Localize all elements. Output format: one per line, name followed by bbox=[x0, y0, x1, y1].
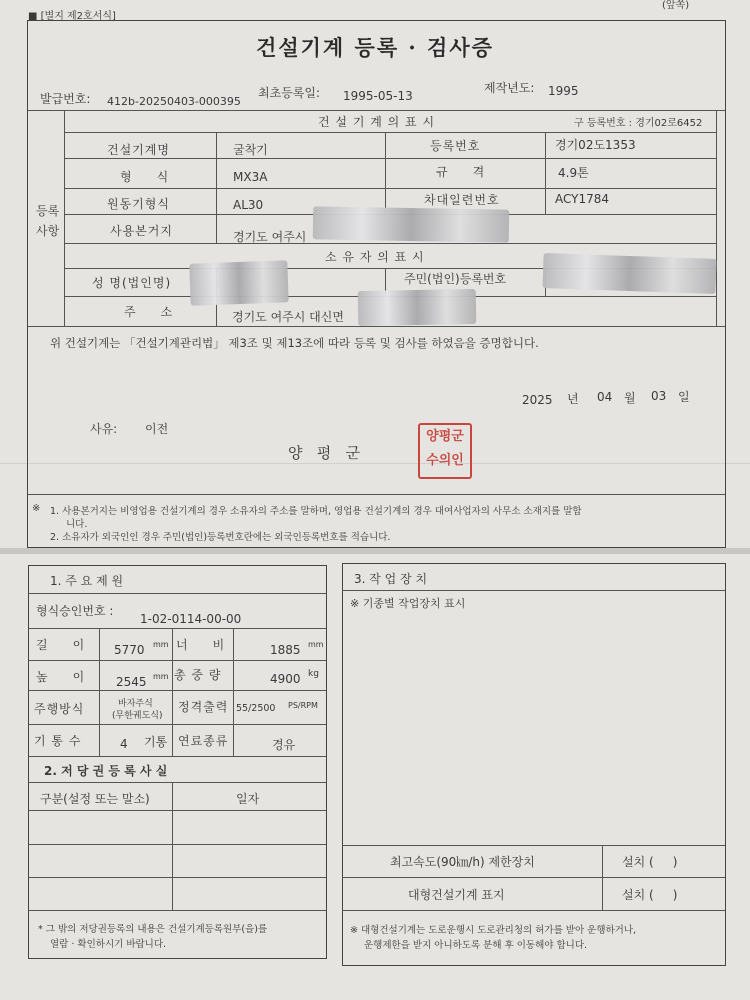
lien-col-2: 일자 bbox=[236, 792, 260, 806]
chassis-label: 차대일련번호 bbox=[424, 193, 500, 207]
owner-addr-label: 주 소 bbox=[124, 305, 174, 319]
engine-value: AL30 bbox=[233, 198, 264, 212]
weight-unit: kg bbox=[308, 669, 319, 679]
reason-value: 이전 bbox=[145, 422, 169, 436]
fuel-value: 경유 bbox=[272, 738, 296, 752]
power-value: 55/2500 bbox=[236, 703, 276, 714]
date-day-unit: 일 bbox=[678, 390, 690, 404]
seal-line-1: 양평군 bbox=[426, 429, 464, 444]
model-label: 형 식 bbox=[120, 170, 170, 184]
date-month: 04 bbox=[597, 390, 613, 404]
note-2: 2. 소유자가 외국인인 경우 주민(법인)등록번호란에는 외국인등록번호를 적습니다. bbox=[50, 532, 391, 543]
redacted-owner-name bbox=[189, 260, 288, 305]
first-reg-date: 1995-05-13 bbox=[343, 89, 413, 103]
side-label-2: 사항 bbox=[36, 224, 60, 238]
base-label: 사용본거지 bbox=[110, 224, 173, 238]
note-1: 1. 사용본거지는 비영업용 건설기계의 경우 소유자의 주소를 말하며, 영업용 건설기계의 경우 대여사업자의 사무소 소재지를 말합 bbox=[50, 506, 582, 517]
regno-label: 등록번호 bbox=[430, 139, 481, 153]
lien-header: 2. 저 당 권 등 록 사 실 bbox=[44, 764, 168, 778]
fuel-label: 연료종류 bbox=[178, 734, 229, 748]
approval-value: 1-02-0114-00-00 bbox=[140, 612, 242, 626]
power-label: 정격출력 bbox=[178, 700, 229, 714]
chassis-value: ACY1784 bbox=[555, 192, 610, 206]
work-note-1: ※ 대형건설기계는 도로운행시 도로관리청의 허가를 받아 운행하거나, bbox=[350, 925, 637, 936]
work-header: 3. 작 업 장 치 bbox=[354, 572, 428, 586]
work-sub: ※ 기종별 작업장치 표시 bbox=[350, 597, 466, 610]
cylinder-unit: 기통 bbox=[144, 735, 168, 749]
lien-col-1: 구분(설정 또는 말소) bbox=[40, 792, 150, 806]
work-frame bbox=[342, 563, 726, 966]
approval-label: 형식승인번호 : bbox=[36, 604, 114, 618]
owner-id-label: 주민(법인)등록번호 bbox=[404, 272, 507, 286]
year-label: 제작년도: bbox=[484, 81, 535, 95]
speed-limiter-label: 최고속도(90㎞/h) 제한장치 bbox=[390, 855, 535, 869]
height-unit: mm bbox=[153, 672, 169, 681]
drive-label: 주행방식 bbox=[34, 702, 85, 716]
corner-tag: (앞쪽) bbox=[662, 0, 690, 11]
note-1-cont: 니다. bbox=[66, 519, 88, 530]
cylinder-label: 기 통 수 bbox=[34, 734, 82, 748]
cylinder-value: 4 bbox=[120, 737, 128, 751]
height-value: 2545 bbox=[116, 675, 147, 689]
machine-name-label: 건설기계명 bbox=[107, 143, 170, 157]
lien-note-2: 열람 · 확인하시기 바랍니다. bbox=[50, 939, 167, 950]
drive-value-2: (무한궤도식) bbox=[112, 711, 163, 721]
reason-label: 사유: bbox=[90, 422, 118, 436]
issue-no: 412b-20250403-000395 bbox=[107, 95, 241, 108]
side-label-1: 등록 bbox=[36, 204, 60, 218]
power-unit: PS/RPM bbox=[288, 701, 318, 710]
official-seal bbox=[418, 423, 472, 479]
date-month-unit: 월 bbox=[624, 391, 636, 405]
large-machine-value: 설치 ( ) bbox=[622, 888, 678, 902]
machine-section-title: 건 설 기 계 의 표 시 bbox=[318, 115, 436, 129]
machine-name: 굴착기 bbox=[233, 143, 268, 157]
length-value: 5770 bbox=[114, 643, 145, 657]
owner-addr: 경기도 여주시 대신면 bbox=[232, 310, 344, 324]
width-unit: mm bbox=[308, 640, 324, 649]
year-value: 1995 bbox=[548, 84, 579, 98]
old-reg-no: 구 등록번호 : 경기02로6452 bbox=[574, 118, 703, 129]
spec-label: 규 격 bbox=[436, 165, 486, 179]
engine-label: 원동기형식 bbox=[107, 197, 170, 211]
redacted-base bbox=[313, 206, 510, 242]
date-day: 03 bbox=[651, 389, 667, 403]
redacted-owner-id bbox=[542, 253, 716, 294]
lien-note-1: * 그 밖의 저당권등록의 내용은 건설기계등록원부(을)를 bbox=[38, 924, 268, 935]
weight-value: 4900 bbox=[270, 672, 301, 686]
owner-section-title: 소 유 자 의 표 시 bbox=[325, 250, 425, 264]
date-year-unit: 년 bbox=[567, 392, 579, 406]
drive-value-1: 바자주식 bbox=[118, 699, 153, 709]
date-year: 2025 bbox=[522, 393, 553, 407]
owner-name-label: 성 명(법인명) bbox=[92, 276, 172, 290]
speed-limiter-value: 설치 ( ) bbox=[622, 855, 678, 869]
height-label: 높 이 bbox=[36, 670, 86, 684]
width-label: 너 비 bbox=[176, 638, 226, 652]
base-value: 경기도 여주시 bbox=[233, 230, 307, 244]
regno-value: 경기02도1353 bbox=[555, 138, 636, 152]
page-title: 건설기계 등록 · 검사증 bbox=[256, 35, 494, 60]
spec-value: 4.9톤 bbox=[558, 166, 589, 180]
form-tag: ■ [별지 제2호서식] bbox=[28, 11, 116, 22]
length-label: 길 이 bbox=[36, 638, 86, 652]
notes-mark: ※ bbox=[32, 503, 41, 514]
model-value: MX3A bbox=[233, 170, 268, 184]
issuer-name: 양 평 군 bbox=[288, 444, 361, 462]
work-note-2: 운행제한을 받지 아니하도록 분해 후 이동해야 합니다. bbox=[364, 940, 588, 951]
specs-header: 1. 주 요 제 원 bbox=[50, 574, 124, 588]
issue-no-label: 발급번호: bbox=[40, 92, 91, 106]
weight-label: 총 중 량 bbox=[174, 668, 222, 682]
width-value: 1885 bbox=[270, 643, 301, 657]
certify-text: 위 건설기계는 「건설기계관리법」 제3조 및 제13조에 따라 등록 및 검사를 하였음을 증명합니다. bbox=[50, 336, 539, 350]
large-machine-label: 대형건설기계 표지 bbox=[408, 888, 505, 902]
first-reg-label: 최초등록일: bbox=[258, 86, 321, 100]
seal-line-2: 수의인 bbox=[426, 453, 464, 468]
redacted-owner-addr bbox=[358, 289, 477, 326]
length-unit: mm bbox=[153, 640, 169, 649]
